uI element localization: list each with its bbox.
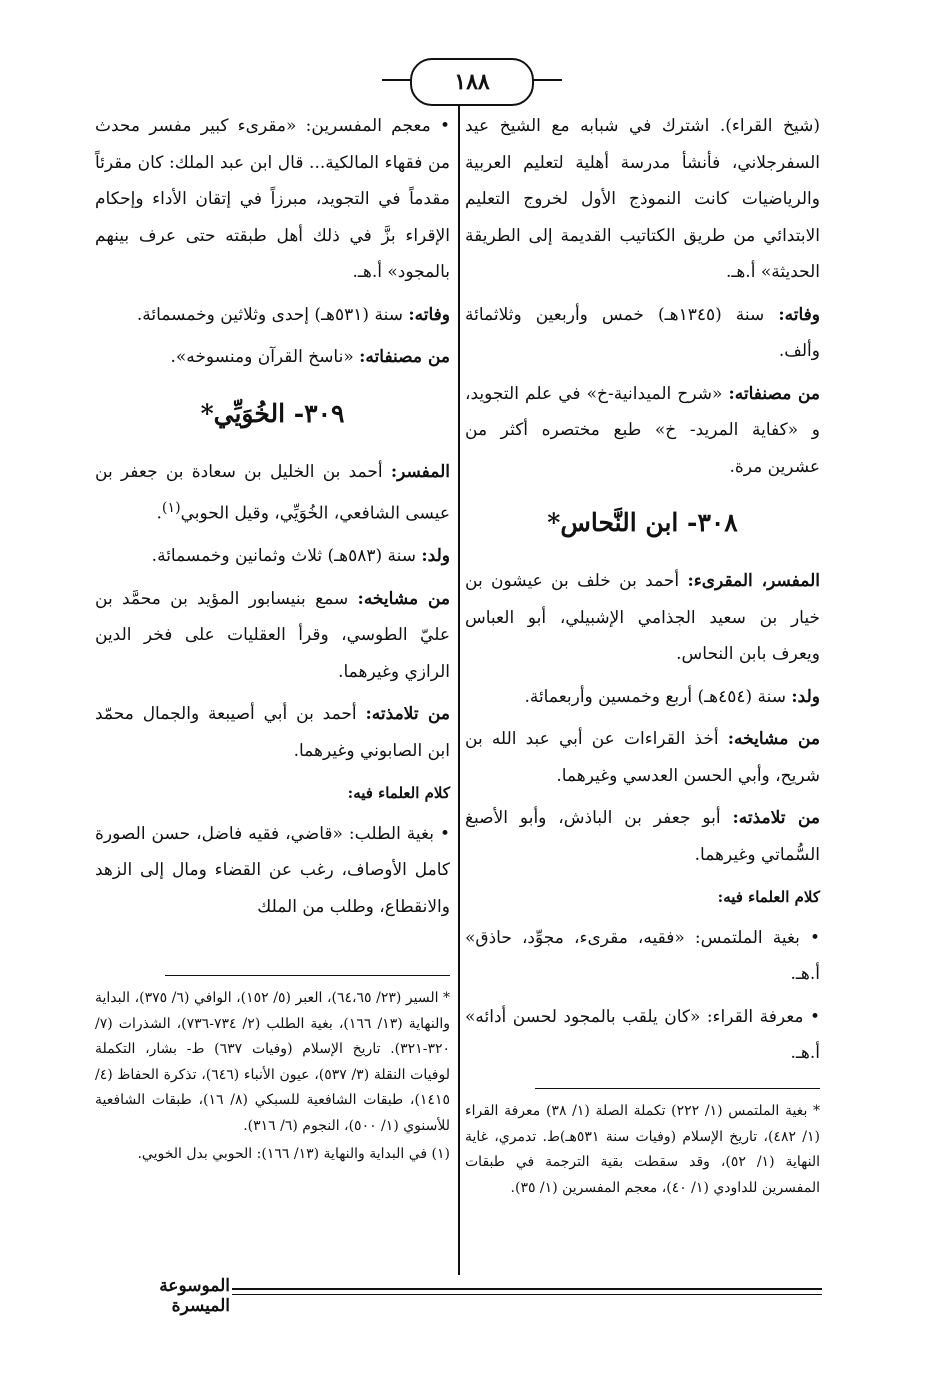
footer-rule xyxy=(232,1288,822,1295)
footnote-separator xyxy=(535,1088,820,1089)
quote-paragraph: • بغية الملتمس: «فقيه، مقرىء، مجوِّد، حاذق» أ.هـ. xyxy=(465,927,820,984)
teachers-label: من مشايخه: xyxy=(357,588,450,609)
footnote-sources: * بغية الملتمس (١/ ٢٢٢) تكملة الصلة (١/ ٣٨) معرفة القراء (١/ ٤٨٢)، تاريخ الإسلام (وفيات سنة ٥٣١هـ)ط. تدمري، غاية النهاية (١/ ٥٢)، وقد سقطت بقية الترجمة في طبقات المفسرين للداودي (١/ ٤٠)، معجم المفسرين (١/ ٣٥). xyxy=(465,1103,821,1196)
page-number-text: ١٨٨ xyxy=(454,69,490,95)
students-text: أبو جعفر بن الباذش، وأبو الأصبغ السُّماتي وغيرهما. xyxy=(465,808,820,865)
intro-paragraph xyxy=(465,563,820,673)
death-label: وفاته: xyxy=(408,304,450,325)
intro-text: أحمد بن الخليل بن سعادة بن جعفر بن عيسى الشافعي، الخُوَيِّي، وقيل الحوبي xyxy=(95,461,450,524)
birth-label: ولد: xyxy=(791,686,820,707)
teachers-paragraph xyxy=(95,581,450,691)
students-paragraph xyxy=(95,696,450,769)
left-footnotes xyxy=(95,975,450,1171)
works-text: «ناسخ القرآن ومنسوخه». xyxy=(170,347,360,367)
birth-text: سنة (٤٥٤هـ) أربع وخمسين وأربعمائة. xyxy=(524,686,792,707)
footnote-reference: (١) xyxy=(161,500,181,516)
birth-text: سنة (٥٨٣هـ) ثلاث وثمانين وخمسمائة. xyxy=(151,546,422,567)
page-number xyxy=(410,58,534,106)
footer-title: الموسوعة الميسرة xyxy=(159,1276,230,1316)
works-paragraph xyxy=(95,339,450,376)
students-text: أحمد بن أبي أصيبعة والجمال محمّد ابن الصابوني وغيرهما. xyxy=(95,704,450,761)
intro-text: أحمد بن خلف بن عيشون بن خيار بن سعيد الجذامي الإشبيلي، أبو العباس ويعرف بابن النحاس. xyxy=(465,571,820,664)
death-text: سنة (٥٣١هـ) إحدى وثلاثين وخمسمائة. xyxy=(136,304,409,325)
teachers-text: أخذ القراءات عن أبي عبد الله بن شريح، وأبي الحسن العدسي وغيرهما. xyxy=(465,729,820,786)
works-paragraph xyxy=(465,376,820,486)
death-paragraph xyxy=(465,297,820,370)
students-label: من تلامذته: xyxy=(732,808,820,828)
column-divider xyxy=(458,105,460,1275)
continuation-paragraph: (شيخ القراء). اشترك في شبابه مع الشيخ عيد السفرجلاني، فأنشأ مدرسة أهلية لتعليم العربية والرياضيات كانت النموذج الأول لخروج التعليم الابتدائي من طريق الكتاتيب القديمة إلى الطريقة الحديثة» أ.هـ. xyxy=(465,116,820,282)
death-paragraph xyxy=(95,297,450,334)
entry-heading-308: ٣٠٨- ابن النَّحاس* xyxy=(547,508,738,537)
students-paragraph xyxy=(465,800,820,873)
entry-heading-309: ٣٠٩- الخُوَيِّي* xyxy=(200,398,345,428)
continuation-paragraph: • معجم المفسرين: «مقرىء كبير مفسر محدث من فقهاء المالكية... قال ابن عبد الملك: كان مقرئاً مقدماً في التجويد، مبرزاً في إتقان الأداء وإحكام الإقراء بزَّ في ذلك أهل طبقته حتى عرف بينهم بالمجود» أ.هـ. xyxy=(95,116,450,282)
birth-paragraph xyxy=(95,538,450,575)
intro-paragraph: المفسر: أحمد بن الخليل بن سعادة بن جعفر بن عيسى الشافعي، الخُوَيِّي، وقيل الحوبي$^{(١)}$. xyxy=(95,461,450,524)
quote-paragraph: • معرفة القراء: «كان يلقب بالمجود لحسن أدائه» أ.هـ. xyxy=(465,1006,820,1063)
works-text: «شرح الميدانية-خ» في علم التجويد، و «كفاية المريد- خ» طبع مختصره أكثر من عشرين مرة. xyxy=(465,383,820,477)
teachers-paragraph xyxy=(465,721,820,794)
works-label: من مصنفاته: xyxy=(728,383,820,404)
students-label: من تلامذته: xyxy=(365,704,450,725)
intro-label: المفسر: xyxy=(390,461,450,482)
birth-paragraph xyxy=(465,679,820,716)
right-column xyxy=(465,108,820,1078)
scholars-heading: كلام العلماء فيه: xyxy=(347,784,450,803)
teachers-text: سمع بنيسابور المؤيد بن محمَّد بن عليّ الطوسي، وقرأ العقليات على فخر الدين الرازي وغيرهما. xyxy=(95,588,450,682)
footnote-1: (١) في البداية والنهاية (١٣/ ١٦٦): الحوبي بدل الخويي. xyxy=(137,1146,450,1162)
death-label: وفاته: xyxy=(778,304,820,325)
birth-label: ولد: xyxy=(421,546,450,567)
footnote-sources: * السير (٢٣/ ٦٤،٦٥)، العبر (٥/ ١٥٢)، الوافي (٦/ ٣٧٥)، البداية والنهاية (١٣/ ١٦٦)، بغية الطلب (٢/ ٧٣٤-٧٣٦)، الشذرات (٧/ ٣٢٠-٣٢١). تاريخ الإسلام (وفيات ٦٣٧) ط- بشار، التكملة لوفيات النقلة (٣/ ٥٣٧)، عيون الأنباء (٦٤٦)، تذكرة الحفاظ (٤/ ١٤١٥)، طبقات الشافعية للسبكي (٨/ ١٦)، طبقات الشافعية للأسنوي (١/ ٥٠٠)، النجوم (٦/ ٣١٦). xyxy=(95,990,451,1134)
right-footnotes xyxy=(465,1088,820,1204)
footnote-separator xyxy=(165,975,450,976)
teachers-label: من مشايخه: xyxy=(727,729,821,749)
works-label: من مصنفاته: xyxy=(359,347,450,367)
intro-label: المفسر، المقرىء: xyxy=(687,571,820,591)
quote-paragraph: • بغية الطلب: «قاضي، فقيه فاضل، حسن الصورة كامل الأوصاف، رغب عن القضاء ومال إلى الزهد والانقطاع، وطلب من الملك xyxy=(95,823,450,917)
death-text: سنة (١٣٤٥هـ) خمس وأربعين وثلاثمائة وألف. xyxy=(465,304,820,361)
left-column xyxy=(95,108,450,931)
scholars-heading: كلام العلماء فيه: xyxy=(717,888,820,906)
